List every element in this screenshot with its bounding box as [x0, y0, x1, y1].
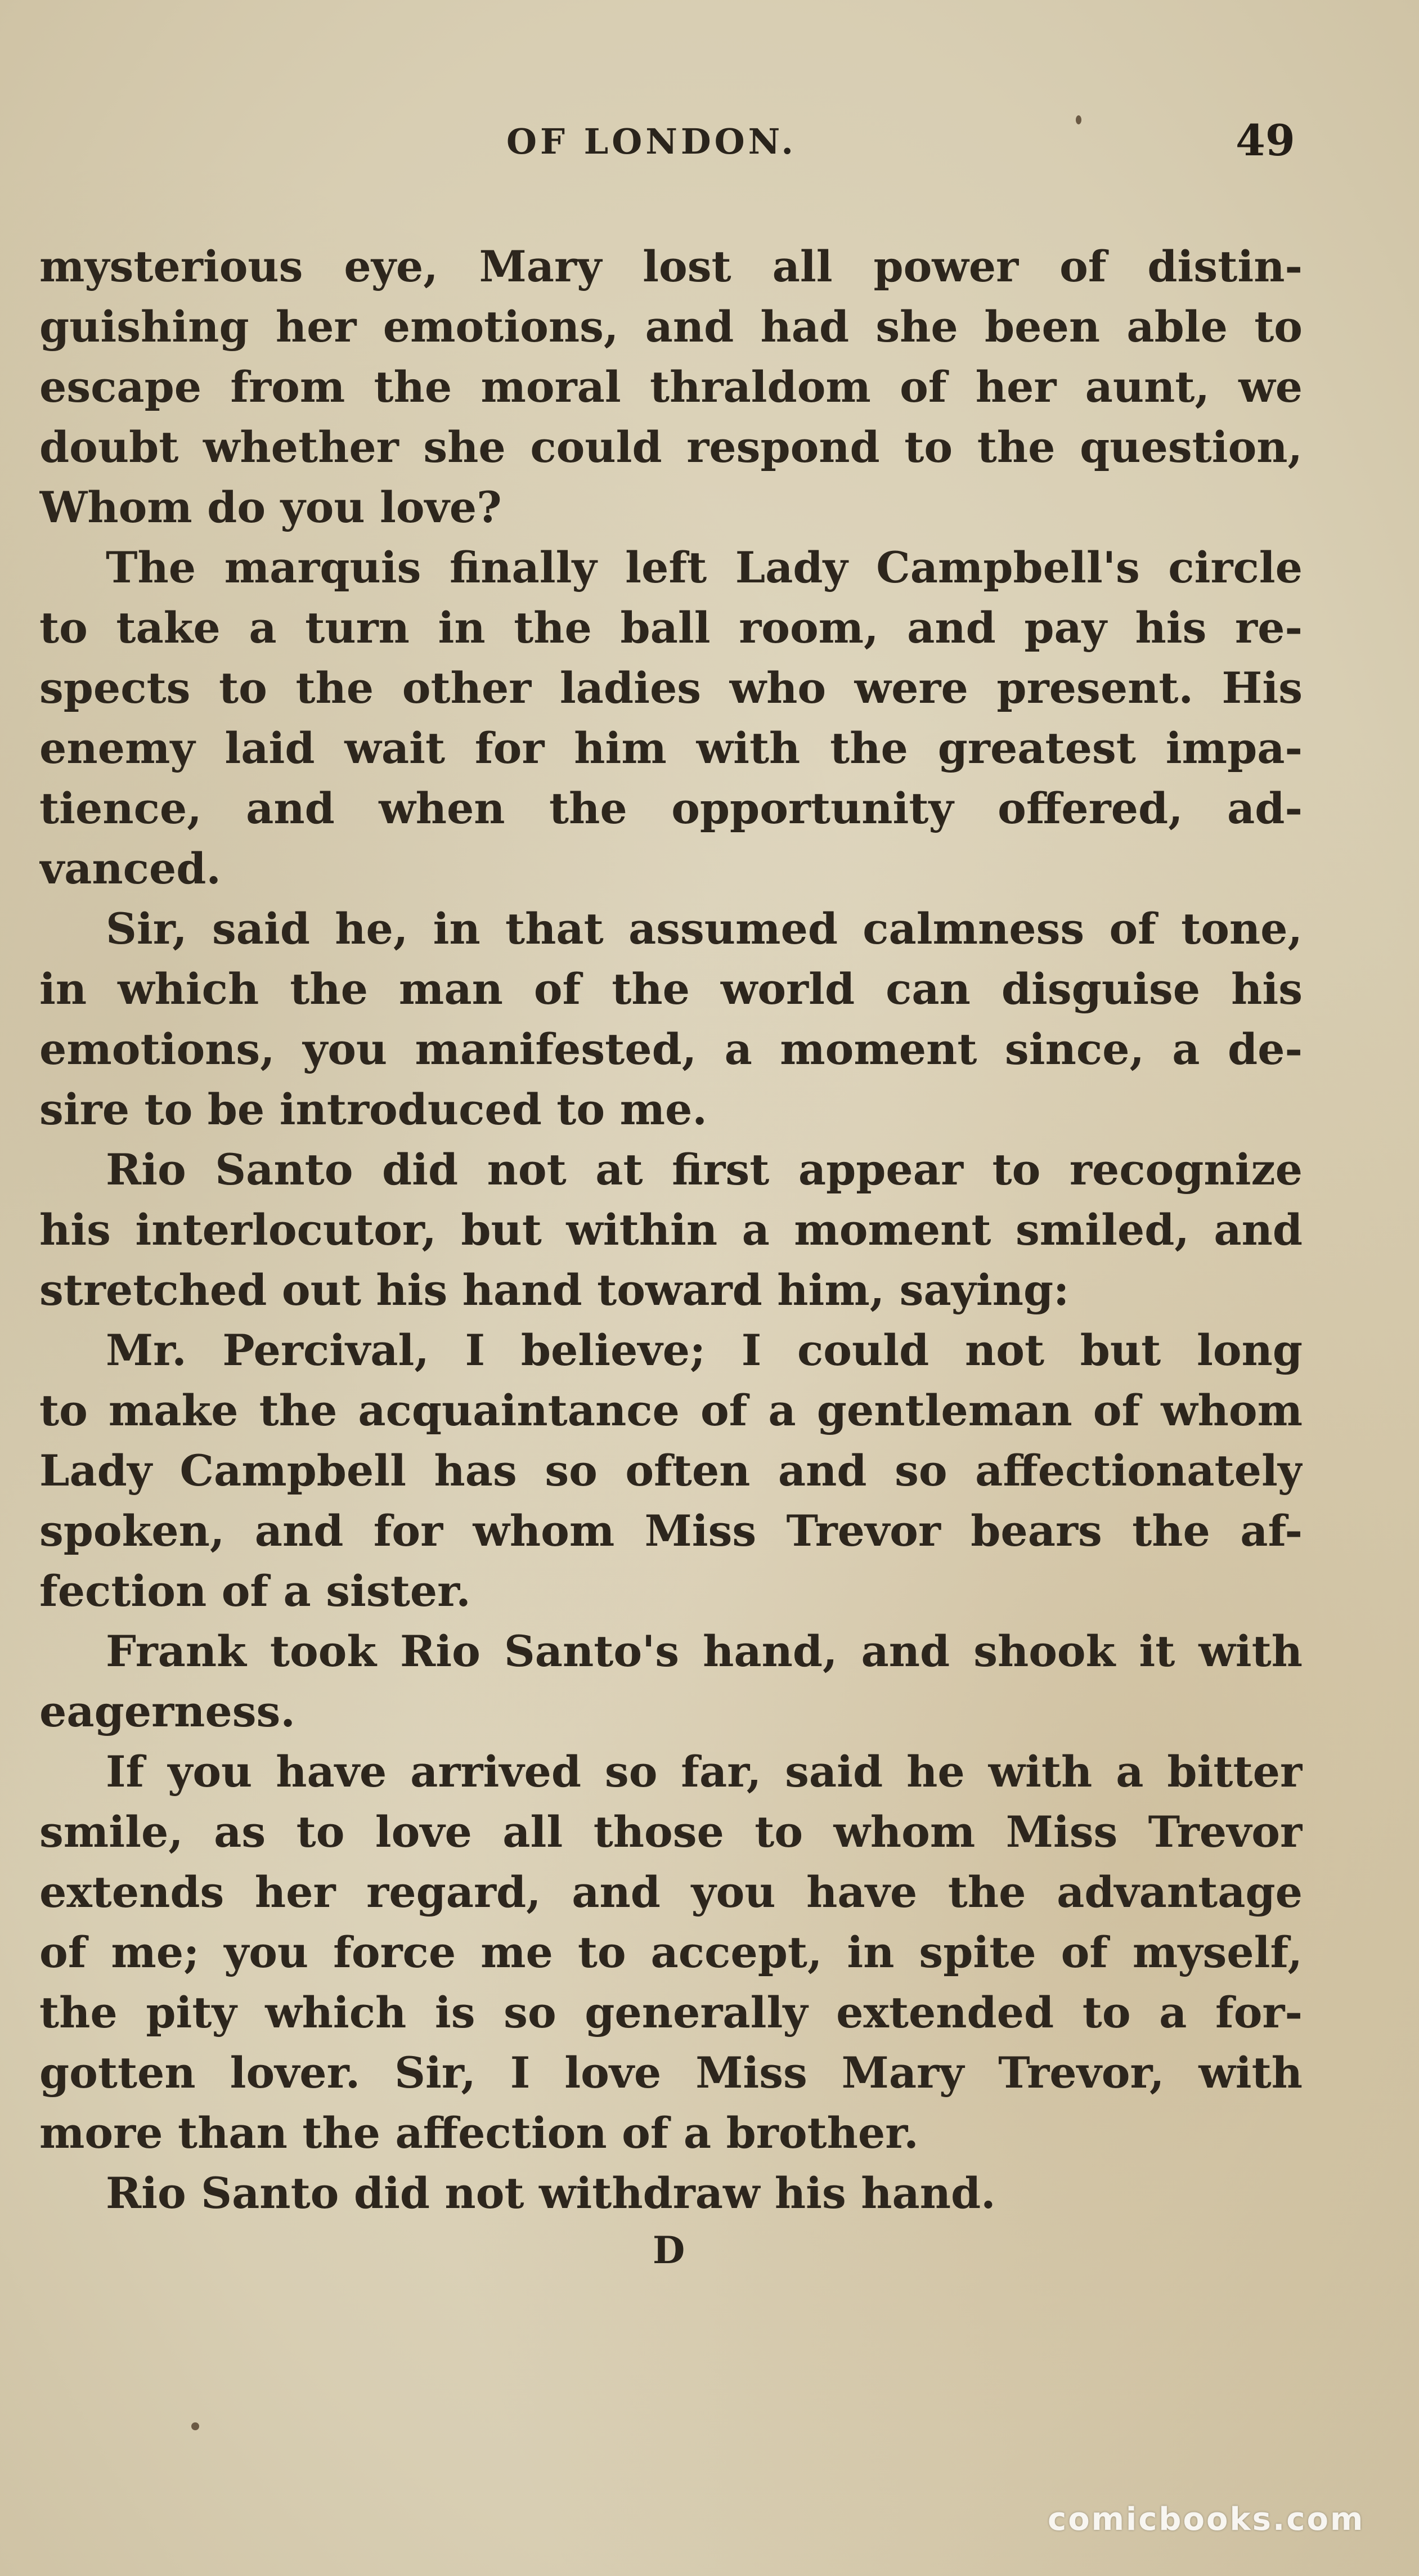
text-line: extends her regard, and you have the advantage	[39, 1867, 1303, 1917]
text-line: to take a turn in the ball room, and pay his re-	[39, 603, 1303, 653]
text-line: more than the affection of a brother.	[39, 2108, 919, 2158]
paragraph-first-line: Mr. Percival, I believe; I could not but long	[106, 1325, 1303, 1375]
running-title: OF LONDON.	[506, 121, 797, 162]
text-line: spects to the other ladies who were present. His	[39, 663, 1303, 713]
paragraph-first-line: The marquis finally left Lady Campbell's circle	[106, 542, 1303, 593]
text-line: eagerness.	[39, 1686, 295, 1736]
text-line: emotions, you manifested, a moment since, a de-	[39, 1024, 1303, 1074]
ink-speck	[191, 2422, 199, 2430]
site-watermark[interactable]: comicbooks.com	[1048, 2501, 1365, 2538]
text-line: fection of a sister.	[39, 1566, 471, 1616]
text-line: guishing her emotions, and had she been able to	[39, 302, 1303, 352]
text-line: his interlocutor, but within a moment smiled, and	[39, 1205, 1303, 1255]
text-line: gotten lover. Sir, I love Miss Mary Trevor, with	[39, 2048, 1303, 2098]
paragraph-first-line: If you have arrived so far, said he with a bitter	[106, 1747, 1303, 1797]
page-number: 49	[1236, 115, 1295, 165]
paragraph-first-line: Sir, said he, in that assumed calmness of tone,	[106, 904, 1303, 954]
text-line: Whom do you love?	[39, 482, 502, 532]
text-line: escape from the moral thraldom of her aunt, we	[39, 362, 1303, 412]
text-line: to make the acquaintance of a gentleman of whom	[39, 1385, 1303, 1435]
running-head	[0, 115, 1419, 172]
paragraph-first-line: Rio Santo did not at first appear to recognize	[106, 1145, 1303, 1195]
text-line: sire to be introduced to me.	[39, 1084, 707, 1134]
text-line: in which the man of the world can disguise his	[39, 964, 1303, 1014]
text-line: mysterious eye, Mary lost all power of distin-	[39, 241, 1303, 291]
text-line: Lady Campbell has so often and so affectionately	[39, 1446, 1303, 1496]
text-line: doubt whether she could respond to the question,	[39, 422, 1303, 472]
signature-mark: D	[653, 2228, 685, 2272]
body-text	[39, 236, 1303, 2223]
text-line: enemy laid wait for him with the greatest impa-	[39, 723, 1303, 773]
text-line: vanced.	[39, 843, 221, 894]
text-line: spoken, and for whom Miss Trevor bears the af-	[39, 1506, 1303, 1556]
text-line: stretched out his hand toward him, saying:	[39, 1265, 1070, 1315]
paragraph-first-line: Frank took Rio Santo's hand, and shook it with	[106, 1626, 1303, 1676]
text-line: the pity which is so generally extended to a for-	[39, 1987, 1303, 2038]
text-line: smile, as to love all those to whom Miss Trevor	[39, 1807, 1303, 1857]
text-line: of me; you force me to accept, in spite of myself,	[39, 1927, 1303, 1977]
paragraph-first-line: Rio Santo did not withdraw his hand.	[106, 2168, 996, 2218]
ink-speck	[1076, 115, 1081, 124]
text-line: tience, and when the opportunity offered, ad-	[39, 783, 1303, 833]
